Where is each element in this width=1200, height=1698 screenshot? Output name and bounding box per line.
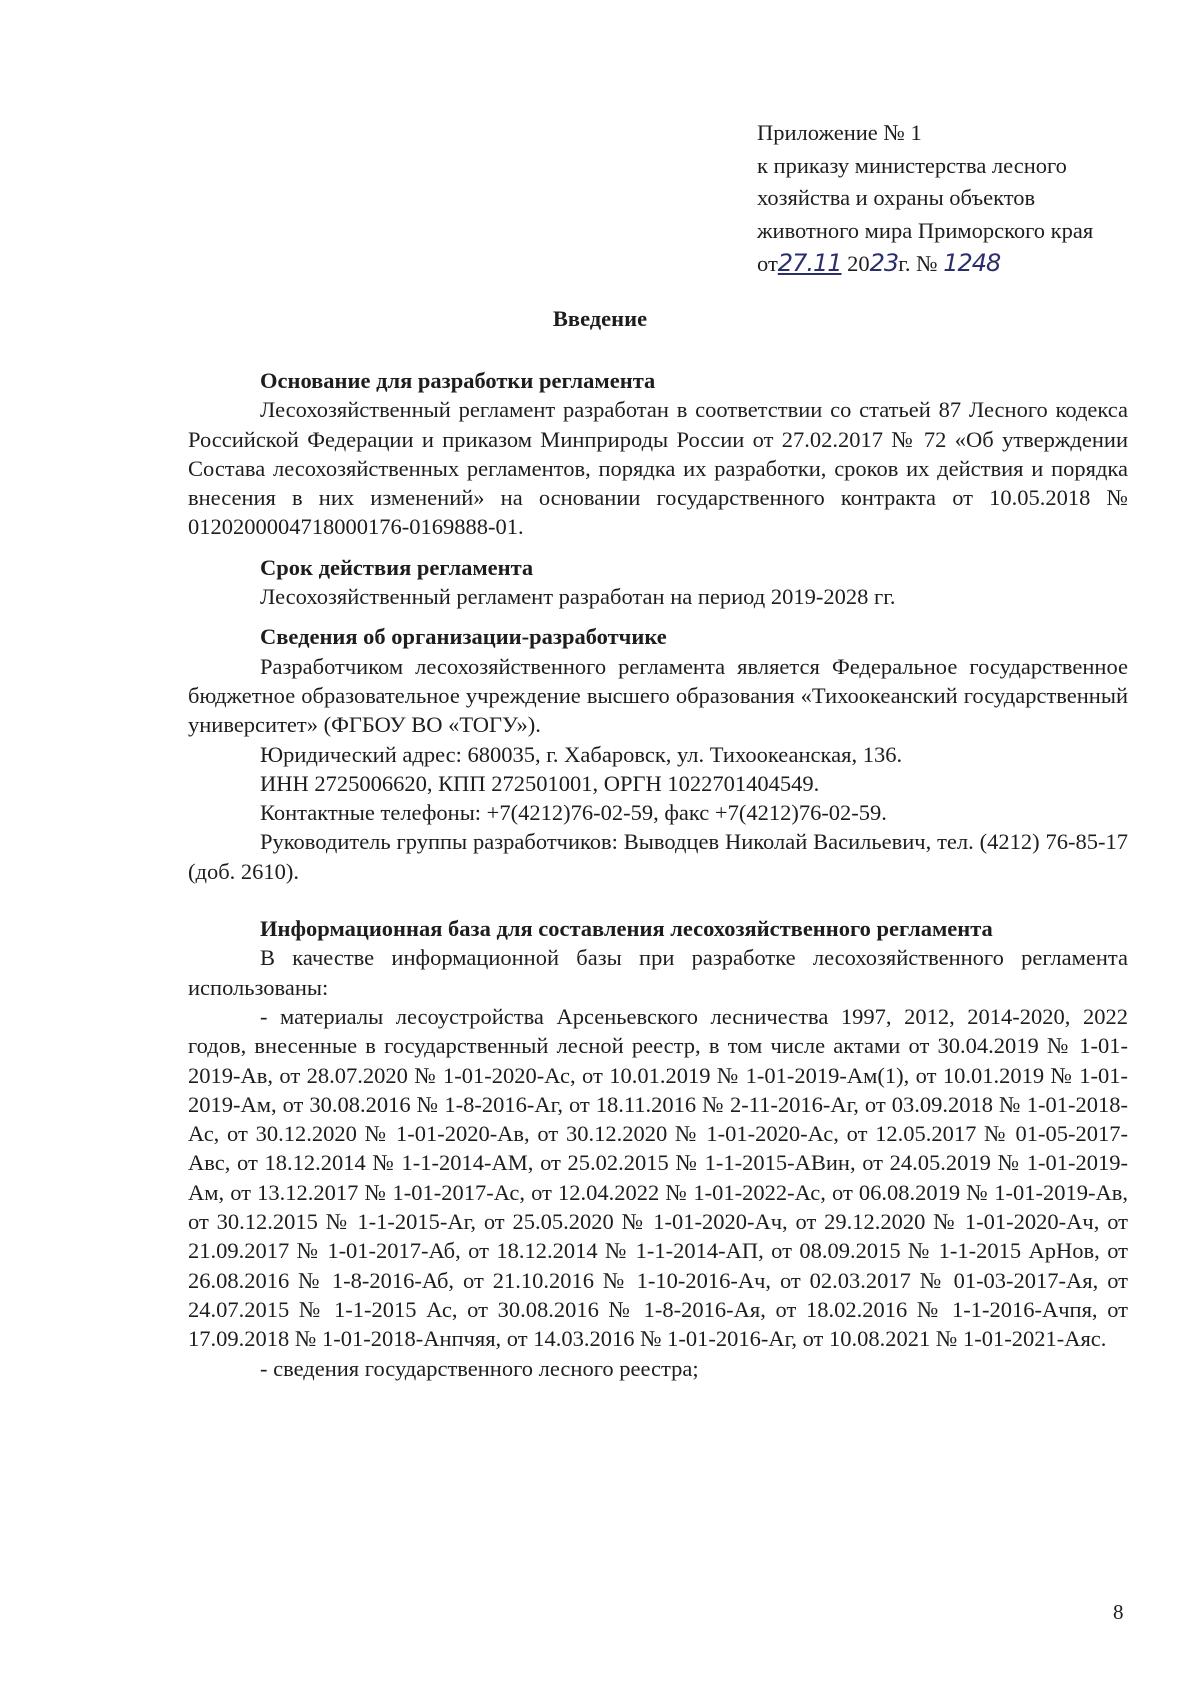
approval-line-3: хозяйства и охраны объектов (757, 185, 1036, 210)
page-title: Введение (552, 306, 648, 331)
info-base-intro: В качестве информационной базы при разработке лесохозяйственного регламента использованы: (188, 945, 1128, 1000)
page-number: 8 (1113, 1600, 1124, 1624)
approval-date-line (757, 247, 1167, 281)
handwritten-order-number: 1248 (943, 249, 1001, 277)
approval-line-4: животного мира Приморского края (757, 217, 1094, 243)
developer-address: Юридический адрес: 680035, г. Хабаровск, ул. Тихоокеанская, 136. (260, 741, 903, 767)
section-heading-info-base: Информационная база для составления лесохозяйственного регламента (260, 916, 993, 942)
section-heading-basis: Основание для разработки регламента (260, 368, 656, 393)
info-base-item-materials: - материалы лесоустройства Арсеньевского лесничества 1997, 2012, 2014-2020, 2022 годов, внесенные в государственный лесной реестр, в том числе актами от 30.04.2019 № 1-01-2019-Ав, от 28.07.2020 № 1-01-2020-Ас, от 10.01.2019 № 1-01-2019-Ам(1), от 10.01.2019 № 1-01-2019-Ам, от 30.08.2016 № 1-8-2016-Аг, от 18.11.2016 № 2-11-2016-Аг, от 03.09.2018 № 1-01-2018-Ас, от 30.12.2020 № 1-01-2020-Ав, от 30.12.2020 № 1-01-2020-Ас, от 12.05.2017 № 01-05-2017-Авс, от 18.12.2014 № 1-1-2014-АМ, от 25.02.2015 № 1-1-2015-АВин, от 24.05.2019 № 1-01-2019-Ам, от 13.12.2017 № 1-01-2017-Ас, от 12.04.2022 № 1-01-2022-Ас, от 06.08.2019 № 1-01-2019-Ав, от 30.12.2015 № 1-1-2015-Аг, от 25.05.2020 № 1-01-2020-Ач, от 29.12.2020 № 1-01-2020-Ач, от 21.09.2017 № 1-01-2017-Аб, от 18.12.2014 № 1-1-2014-АП, от 08.09.2015 № 1-1-2015 АрНов, от 26.08.2016 № 1-8-2016-Аб, от 21.10.2016 № 1-10-2016-Ач, от 02.03.2017 № 01-03-2017-Ая, от 24.07.2015 № 1-1-2015 Ас, от 30.08.2016 № 1-8-2016-Ая, от 18.02.2016 № 1-1-2016-Ачпя, от 17.09.2018 № 1-01-2018-Анпчяя, от 14.03.2016 № 1-01-2016-Аг, от 10.08.2021 № 1-01-2021-Аяс. (188, 1003, 1128, 1352)
approval-block (757, 117, 1167, 281)
approval-line-2: к приказу министерства лесного (757, 152, 1067, 178)
developer-phones: Контактные телефоны: +7(4212)76-02-59, факс +7(4212)76-02-59. (260, 800, 887, 826)
term-paragraph: Лесохозяйственный регламент разработан на период 2019-2028 гг. (260, 584, 896, 610)
section-heading-term: Срок действия регламента (260, 554, 534, 580)
developer-head: Руководитель группы разработчиков: Выводцев Николай Васильевич, тел. (4212) 76-85-17 (доб. 2610). (188, 829, 1128, 884)
document-body (188, 366, 1128, 1383)
date-year-prefix: 20 (847, 251, 870, 276)
handwritten-year: 23 (869, 249, 899, 277)
date-prefix: от (757, 251, 778, 276)
date-year-suffix: г. № (898, 251, 938, 276)
developer-inn: ИНН 2725006620, КПП 272501001, ОРГН 1022701404549. (260, 770, 820, 796)
basis-paragraph: Лесохозяйственный регламент разработан в соответствии со статьей 87 Лесного кодекса Российской Федерации и приказом Минприроды России от 27.02.2017 № 72 «Об утверждении Состава лесохозяйственных регламентов, порядка их разработки, сроков их действия и порядка внесения в них изменений» на основании государственного контракта от 10.05.2018 № 0120200004718000176-0169888-01. (188, 397, 1128, 540)
handwritten-date: 27.11 (777, 249, 842, 277)
section-heading-developer: Сведения об организации-разработчике (260, 624, 667, 650)
info-base-item-registry: - сведения государственного лесного реестра; (260, 1355, 699, 1381)
developer-paragraph: Разработчиком лесохозяйственного регламента является Федеральное государственное бюджетное образовательное учреждение высшего образования «Тихоокеанский государственный университет» (ФГБОУ ВО «ТОГУ»). (188, 653, 1128, 738)
approval-line-1: Приложение № 1 (757, 120, 922, 145)
